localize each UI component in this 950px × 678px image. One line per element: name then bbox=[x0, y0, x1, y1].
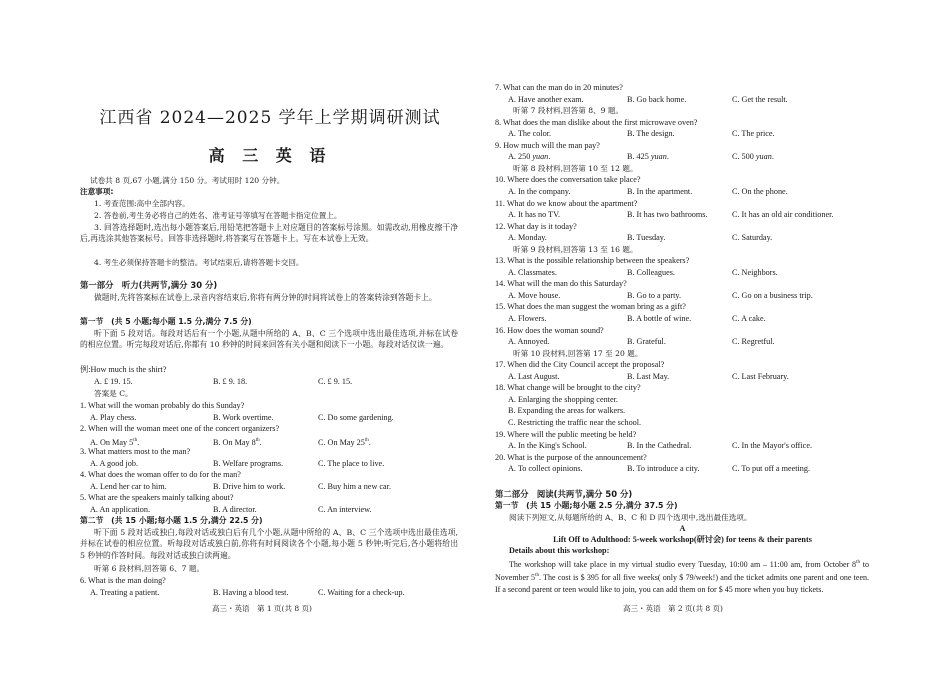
q6-option-c: C. Waiting for a check-up. bbox=[318, 588, 405, 597]
q6-option-a: A. Treating a patient. bbox=[90, 588, 160, 597]
option-a: A. 250 yuan. bbox=[508, 152, 551, 162]
material-instruction: 听第 8 段材料,回答第 10 至 12 题。 bbox=[513, 163, 638, 173]
q3-option-c: C. The place to live. bbox=[318, 459, 385, 468]
q6-option-b: B. Having a blood test. bbox=[213, 588, 289, 597]
question: 15. What does the man suggest the woman bring as a gift? bbox=[495, 302, 686, 312]
question: 12. What day is it today? bbox=[495, 221, 577, 231]
option-c: C. 500 yuan. bbox=[732, 152, 774, 162]
option-b: B. The design. bbox=[627, 129, 675, 139]
option-c: C. The price. bbox=[732, 129, 775, 139]
q4-option-b: B. Drive him to work. bbox=[213, 482, 286, 491]
question: 11. What do we know about the apartment? bbox=[495, 198, 638, 208]
notice-3: 3. 回答选择题时,选出每小题答案后,用铅笔把答题卡上对应题目的答案标号涂黑。如需改动,用橡皮擦干净后,再选涂其他答案标号。回答非选择题时,将答案写在答题卡上。写在本试卷上无效。 bbox=[80, 223, 458, 244]
q2-option-a: A. On May 5th. bbox=[90, 438, 140, 447]
option-b: B. Tuesday. bbox=[627, 233, 666, 243]
option-a: A. Classmates. bbox=[508, 267, 557, 277]
option-c: C. It has an old air conditioner. bbox=[732, 210, 834, 220]
option-a: A. In the company. bbox=[508, 186, 571, 196]
question: 9. How much will the man pay? bbox=[495, 140, 600, 150]
notice-2: 2. 答卷前,考生务必将自己的姓名、准考证号等填写在答题卡指定位置上。 bbox=[94, 211, 342, 220]
material-6-instruction: 听第 6 段材料,回答第 6、7 题。 bbox=[94, 564, 205, 573]
details-heading: Details about this workshop: bbox=[509, 546, 610, 555]
example-option-a: A. £ 19. 15. bbox=[94, 377, 133, 386]
notice-4: 4. 考生必须保持答题卡的整洁。考试结束后,请将答题卡交回。 bbox=[94, 258, 304, 267]
question-4: 4. What does the woman offer to do for the man? bbox=[80, 470, 241, 479]
q4-option-a: A. Lend her car to him. bbox=[90, 482, 167, 491]
question-1: 1. What will the woman probably do this Sunday? bbox=[80, 401, 245, 410]
option-a: A. The color. bbox=[508, 129, 552, 139]
option-a: A. It has no TV. bbox=[508, 210, 561, 220]
option-b: B. Go to a party. bbox=[627, 290, 682, 300]
question: 8. What does the man dislike about the first microwave oven? bbox=[495, 117, 698, 127]
question-5: 5. What are the speakers mainly talking about? bbox=[80, 493, 234, 502]
q5-option-b: B. A director. bbox=[213, 505, 257, 514]
question: 19. Where will the public meeting be held? bbox=[495, 429, 637, 439]
question: 20. What is the purpose of the announcement? bbox=[495, 452, 647, 462]
exam-intro: 试卷共 8 页,67 小题,满分 150 分。考试用时 120 分钟。 bbox=[90, 176, 285, 185]
option-c: C. A cake. bbox=[732, 314, 766, 323]
option-b: B. 425 yuan. bbox=[627, 152, 669, 162]
passage-paragraph: The workshop will take place in my virtual studio every Tuesday, 10:00 am – 11:00 am, from October 8th to November 5th. The cost is $ 395 for all five weeks( only $ 79/week!) and the ticket admits one parent and one teen. If a second parent or teen would like to join, you can add them on for $ 45 more when you buy tickets. bbox=[495, 560, 869, 594]
q5-option-c: C. An interview. bbox=[318, 505, 372, 514]
notice-1: 1. 考查范围:高中全部内容。 bbox=[94, 199, 190, 208]
option-b: B. A bottle of wine. bbox=[627, 314, 692, 323]
material-instruction: 听第 10 段材料,回答第 17 至 20 题。 bbox=[513, 348, 643, 358]
material-instruction: 听第 7 段材料,回答第 8、9 题。 bbox=[513, 106, 624, 116]
question-2: 2. When will the woman meet one of the concert organizers? bbox=[80, 424, 280, 433]
option-a: A. Annoyed. bbox=[508, 337, 550, 347]
part2-heading: 第二部分 阅读(共两节,满分 50 分) bbox=[495, 489, 633, 499]
question: 13. What is the possible relationship between the speakers? bbox=[495, 256, 690, 266]
question: 17. When did the City Council accept the proposal? bbox=[495, 360, 665, 370]
option-a: A. In the King's School. bbox=[508, 441, 587, 451]
question: 10. Where does the conversation take place? bbox=[495, 175, 641, 185]
example-question: 例:How much is the shirt? bbox=[80, 365, 167, 374]
q1-option-c: C. Do some gardening. bbox=[318, 413, 394, 422]
option-b: B. Last May. bbox=[627, 371, 670, 381]
option-b: B. Grateful. bbox=[627, 337, 666, 347]
passage-label: A bbox=[679, 524, 686, 533]
option-a: A. To collect opinions. bbox=[508, 464, 583, 474]
option-c: C. Get the result. bbox=[732, 94, 788, 104]
subject-title: 高 三 英 语 bbox=[208, 146, 332, 165]
reading-section1-heading: 第一节 (共 15 小题;每小题 2.5 分,满分 37.5 分) bbox=[495, 501, 678, 510]
option-c: C. Go on a business trip. bbox=[732, 290, 813, 300]
question: 7. What can the man do in 20 minutes? bbox=[495, 83, 623, 92]
page-2-footer: 高三・英语 第 2 页(共 8 页) bbox=[623, 604, 723, 613]
q4-option-c: C. Buy him a new car. bbox=[318, 482, 391, 491]
q1-option-b: B. Work overtime. bbox=[213, 413, 274, 422]
option-b: B. In the Cathedral. bbox=[627, 441, 692, 451]
example-option-c: C. £ 9. 15. bbox=[318, 377, 353, 386]
q5-option-a: A. An application. bbox=[90, 505, 151, 514]
material-instruction: 听第 9 段材料,回答第 13 至 16 题。 bbox=[513, 244, 638, 254]
question: 14. What will the man do this Saturday? bbox=[495, 279, 627, 289]
option-b: B. It has two bathrooms. bbox=[627, 210, 708, 220]
q2-option-c: C. On May 25th. bbox=[318, 438, 371, 447]
option: C. Restricting the traffic near the school. bbox=[508, 417, 642, 427]
example-answer: 答案是 C。 bbox=[94, 389, 133, 398]
q1-option-a: A. Play chess. bbox=[90, 413, 137, 422]
exam-title: 江西省 2024—2025 学年上学期调研测试 bbox=[99, 108, 441, 128]
option-a: A. Monday. bbox=[508, 233, 547, 243]
q3-option-a: A. A good job. bbox=[90, 459, 138, 468]
option-a: A. Flowers. bbox=[508, 314, 547, 323]
option-b: B. In the apartment. bbox=[627, 186, 693, 196]
option-b: B. To introduce a city. bbox=[627, 464, 700, 474]
option-c: C. To put off a meeting. bbox=[732, 464, 811, 474]
question-3: 3. What matters most to the man? bbox=[80, 447, 191, 456]
part1-intro: 做题时,先将答案标在试卷上,录音内容结束后,你将有两分钟的时间将试卷上的答案转涂到答题卡上。 bbox=[94, 293, 437, 302]
option-a: A. Have another exam. bbox=[508, 94, 584, 104]
option-c: C. Regretful. bbox=[732, 337, 775, 347]
section2-intro: 听下面 5 段对话或独白,每段对话或独白后有几个小题,从题中所给的 A、B、C 三个选项中选出最佳选项,并标在试卷的相应位置。听每段对话或独白前,你将有时间阅读各个小题,每小题 5 秒钟;听完后,各小题将给出 5 秒钟的作答时间。每段对话或独白读两遍。 bbox=[80, 528, 458, 560]
question: 18. What change will be brought to the city? bbox=[495, 383, 641, 393]
section1-intro: 听下面 5 段对话。每段对话后有一个小题,从题中所给的 A、B、C 三个选项中选出最佳选项,并标在试卷的相应位置。听完每段对话后,你都有 10 秒钟的时间来回答有关小题和阅读下一小题。每段对话仅读一遍。 bbox=[80, 329, 458, 350]
option-c: C. Saturday. bbox=[732, 233, 773, 243]
option-c: C. In the Mayor's office. bbox=[732, 441, 812, 451]
option-b: B. Colleagues. bbox=[627, 267, 675, 277]
q3-option-b: B. Welfare programs. bbox=[213, 459, 284, 468]
option-a: A. Move house. bbox=[508, 290, 561, 300]
option-b: B. Go back home. bbox=[627, 94, 687, 104]
section1-heading: 第一节 (共 5 小题;每小题 1.5 分,满分 7.5 分) bbox=[80, 317, 252, 326]
passage-title: Lift Off to Adulthood: 5-week workshop(研讨会) for teens & their parents bbox=[553, 535, 812, 544]
part1-heading: 第一部分 听力(共两节,满分 30 分) bbox=[80, 280, 218, 290]
question: 16. How does the woman sound? bbox=[495, 325, 604, 335]
option-c: C. Last February. bbox=[732, 371, 789, 381]
option-c: C. Neighbors. bbox=[732, 267, 778, 277]
section2-heading: 第二节 (共 15 小题;每小题 1.5 分,满分 22.5 分) bbox=[80, 516, 263, 525]
option: A. Enlarging the shopping center. bbox=[508, 394, 618, 404]
reading-section1-intro: 阅读下列短文,从每题所给的 A、B、C 和 D 四个选项中,选出最佳选项。 bbox=[509, 513, 752, 522]
q2-option-b: B. On May 8th. bbox=[213, 438, 262, 447]
question-6: 6. What is the man doing? bbox=[80, 576, 166, 585]
page-1-footer: 高三・英语 第 1 页(共 8 页) bbox=[212, 604, 312, 613]
example-option-b: B. £ 9. 18. bbox=[213, 377, 248, 386]
notice-heading: 注意事项: bbox=[80, 187, 114, 196]
option-a: A. Last August. bbox=[508, 371, 560, 381]
option-c: C. On the phone. bbox=[732, 186, 788, 196]
option: B. Expanding the areas for walkers. bbox=[508, 406, 626, 416]
